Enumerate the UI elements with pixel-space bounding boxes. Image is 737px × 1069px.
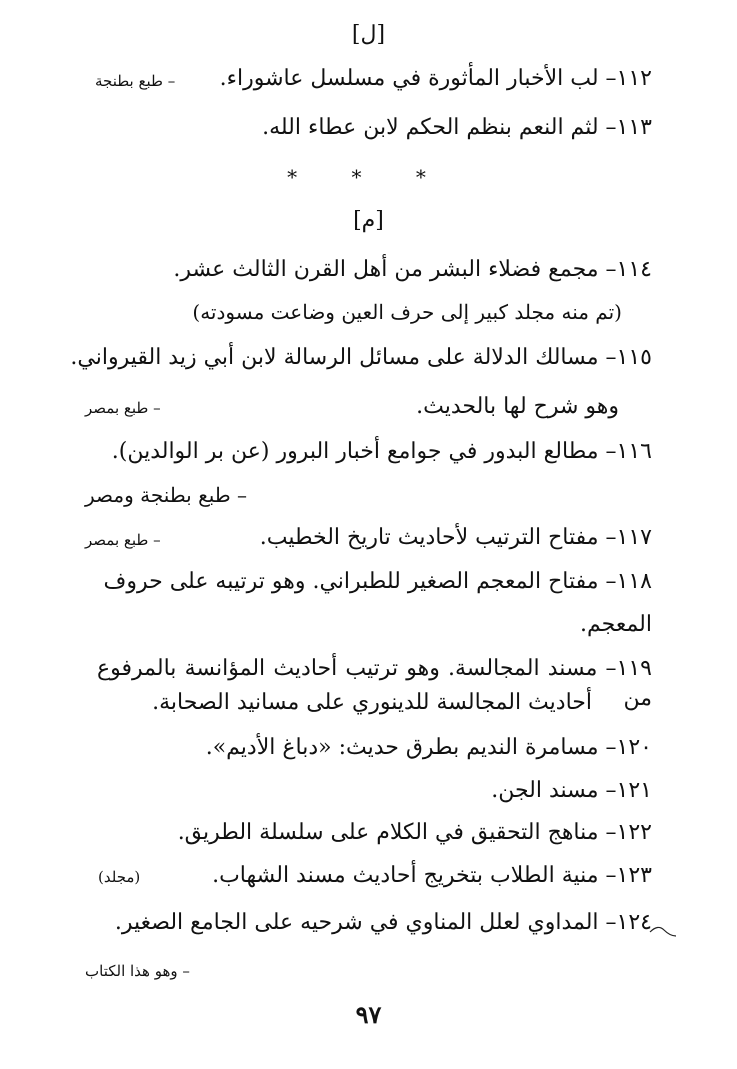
entry-124: ١٢٤– المداوي لعلل المناوي في شرحيه على الجامع الصغير. bbox=[114, 910, 652, 935]
entry-119-line-1: ١١٩– مسند المجالسة. وهو ترتيب أحاديث المؤانسة بالمرفوع من bbox=[97, 656, 652, 711]
section-heading-mim: [م] bbox=[353, 208, 384, 233]
entry-123: ١٢٣– منية الطلاب بتخريج أحاديث مسند الشهاب. bbox=[212, 863, 652, 888]
entry-119-line-2: أحاديث المجالسة للدينوري على مسانيد الصحابة. bbox=[152, 690, 592, 715]
entry-120: ١٢٠– مسامرة النديم بطرق حديث: «دباغ الأديم». bbox=[205, 735, 652, 760]
entry-124-note: – وهو هذا الكتاب bbox=[85, 962, 190, 980]
entry-114-remark: (تم منه مجلد كبير إلى حرف العين وضاعت مسودته) bbox=[192, 300, 622, 324]
entry-117-note: – طبع بمصر bbox=[85, 531, 161, 549]
entry-123-note: (مجلد) bbox=[98, 868, 141, 886]
pen-mark-icon bbox=[648, 922, 678, 940]
entry-113: ١١٣– لثم النعم بنظم الحكم لابن عطاء الله. bbox=[262, 115, 652, 140]
entry-118-line-1: ١١٨– مفتاح المعجم الصغير للطبراني. وهو ترتيبه على حروف bbox=[103, 569, 652, 594]
page-number: ٩٧ bbox=[355, 1000, 382, 1029]
entry-115-remark: وهو شرح لها بالحديث. bbox=[416, 394, 619, 419]
entry-115-note: – طبع بمصر bbox=[85, 399, 161, 417]
entry-116: ١١٦– مطالع البدور في جوامع أخبار البرور (عن بر الوالدين). bbox=[111, 439, 652, 464]
entry-117: ١١٧– مفتاح الترتيب لأحاديث تاريخ الخطيب. bbox=[259, 525, 652, 550]
entry-118-line-2: المعجم. bbox=[580, 612, 652, 637]
section-separator: * * * bbox=[287, 165, 450, 189]
entry-115: ١١٥– مسالك الدلالة على مسائل الرسالة لابن أبي زيد القيرواني. bbox=[70, 345, 652, 370]
entry-122: ١٢٢– مناهج التحقيق في الكلام على سلسلة الطريق. bbox=[177, 820, 652, 845]
section-heading-lam: [ل] bbox=[351, 22, 386, 47]
entry-112-note: – طبع بطنجة bbox=[95, 72, 176, 90]
entry-114: ١١٤– مجمع فضلاء البشر من أهل القرن الثالث عشر. bbox=[173, 257, 652, 282]
entry-116-note: – طبع بطنجة ومصر bbox=[85, 483, 248, 507]
entry-121: ١٢١– مسند الجن. bbox=[491, 778, 652, 803]
entry-112: ١١٢– لب الأخبار المأثورة في مسلسل عاشوراء. bbox=[219, 66, 652, 91]
